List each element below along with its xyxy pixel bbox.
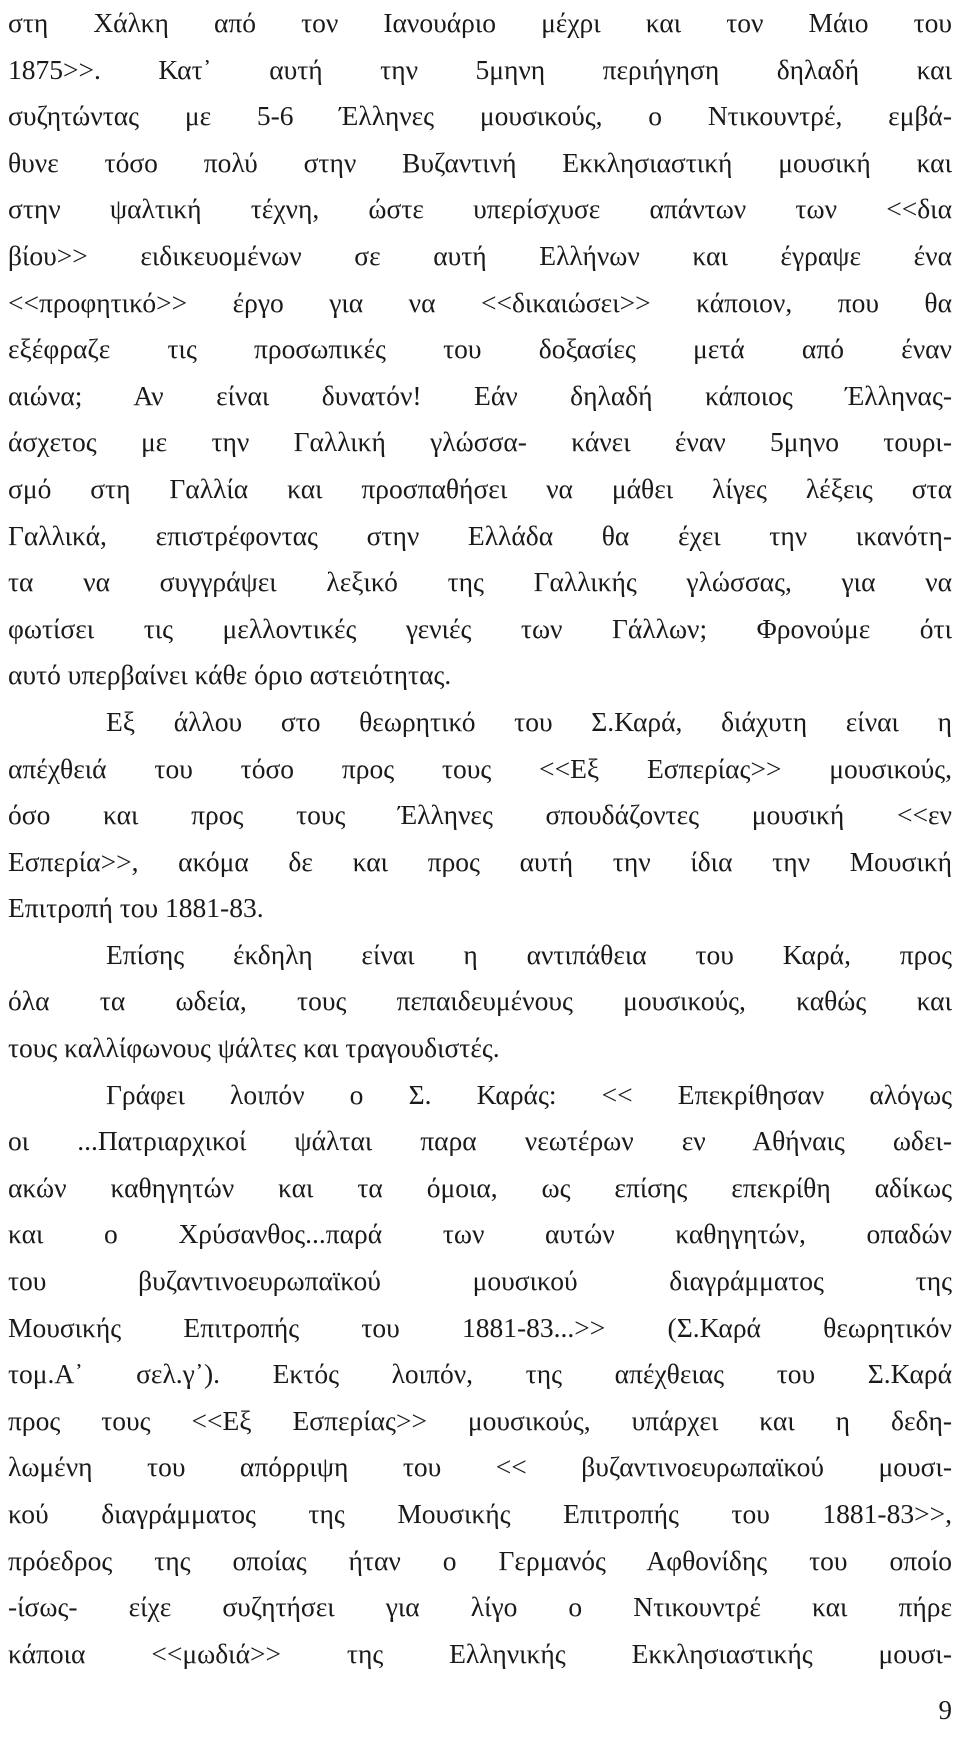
text-line: άσχετος με την Γαλλική γλώσσα- κάνει έναν 5μηνο τουρι-	[8, 426, 952, 458]
text-line: Επιτροπή του 1881-83.	[8, 892, 264, 924]
text-line: τομ.Α᾽ σελ.γ᾽). Εκτός λοιπόν, της απέχθειας του Σ.Καρά	[8, 1358, 952, 1390]
text-line: και ο Χρύσανθος...παρά των αυτών καθηγητών, οπαδών	[8, 1218, 952, 1250]
text-line: κάποια <<μωδιά>> της Ελληνικής Εκκλησιαστικής μουσι-	[8, 1637, 952, 1669]
text-line: απέχθειά του τόσο προς τους <<Εξ Εσπερίας>> μουσικούς,	[8, 752, 952, 784]
text-line: 1875>>. Κατ᾽ αυτή την 5μηνη περιήγηση δηλαδή και	[8, 53, 952, 85]
text-line: εξέφραζε τις προσωπικές του δοξασίες μετά από έναν	[8, 333, 952, 365]
text-line: πρόεδρος της οποίας ήταν ο Γερμανός Αφθονίδης του οποίο	[8, 1544, 952, 1576]
text-line: στην ψαλτική τέχνη, ώστε υπερίσχυσε απάντων των <<δια	[8, 193, 952, 225]
text-line: όλα τα ωδεία, τους πεπαιδευμένους μουσικούς, καθώς και	[8, 985, 952, 1017]
text-line: Γράφει λοιπόν ο Σ. Καράς: << Επεκρίθησαν αλόγως	[106, 1078, 952, 1110]
text-line: Επίσης έκδηλη είναι η αντιπάθεια του Καρά, προς	[106, 938, 952, 970]
text-line: Μουσικής Επιτροπής του 1881-83...>> (Σ.Καρά θεωρητικόν	[8, 1311, 952, 1343]
text-line: στη Χάλκη από τον Ιανουάριο μέχρι και τον Μάιο του	[8, 7, 952, 38]
document-page	[8, 0, 952, 1677]
text-line: όσο και προς τους Έλληνες σπουδάζοντες μουσική <<εν	[8, 799, 952, 831]
text-line: σμό στη Γαλλία και προσπαθήσει να μάθει λίγες λέξεις στα	[8, 472, 952, 504]
text-line: αιώνα; Αν είναι δυνατόν! Εάν δηλαδή κάποιος Έλληνας-	[8, 379, 952, 411]
text-line: του βυζαντινοευρωπαϊκού μουσικού διαγράμματος της	[8, 1265, 952, 1297]
text-line: Εσπερία>>, ακόμα δε και προς αυτή την ίδια την Μουσική	[8, 845, 952, 877]
text-line: τα να συγγράψει λεξικό της Γαλλικής γλώσσας, για να	[8, 566, 952, 598]
text-line: φωτίσει τις μελλοντικές γενιές των Γάλλων; Φρονούμε ότι	[8, 612, 952, 644]
text-line: προς τους <<Εξ Εσπερίας>> μουσικούς, υπάρχει και η δεδη-	[8, 1404, 952, 1436]
text-line: -ίσως- είχε συζητήσει για λίγο ο Ντικουντρέ και πήρε	[8, 1591, 952, 1623]
page-number: 9	[938, 1695, 952, 1725]
text-line: <<προφητικό>> έργο για να <<δικαιώσει>> κάποιον, που θα	[8, 286, 952, 318]
text-line: λωμένη του απόρριψη του << βυζαντινοευρωπαϊκού μουσι-	[8, 1451, 952, 1483]
text-line: θυνε τόσο πολύ στην Βυζαντινή Εκκλησιαστική μουσική και	[8, 146, 952, 178]
text-line: οι ...Πατριαρχικοί ψάλται παρα νεωτέρων εν Αθήναις ωδει-	[8, 1125, 952, 1157]
text-line: αυτό υπερβαίνει κάθε όριο αστειότητας.	[8, 659, 452, 691]
text-line: κού διαγράμματος της Μουσικής Επιτροπής του 1881-83>>,	[8, 1498, 952, 1529]
text-line: βίου>> ειδικευομένων σε αυτή Ελλήνων και έγραψε ένα	[8, 239, 952, 271]
text-line: Γαλλικά, επιστρέφοντας στην Ελλάδα θα έχει την ικανότη-	[8, 519, 952, 551]
text-line: συζητώντας με 5-6 Έλληνες μουσικούς, ο Ντικουντρέ, εμβά-	[8, 100, 952, 132]
text-line: Εξ άλλου στο θεωρητικό του Σ.Καρά, διάχυτη είναι η	[106, 705, 952, 737]
text-line: τους καλλίφωνους ψάλτες και τραγουδιστές.	[8, 1032, 500, 1064]
text-line: ακών καθηγητών και τα όμοια, ως επίσης επεκρίθη αδίκως	[8, 1171, 952, 1203]
